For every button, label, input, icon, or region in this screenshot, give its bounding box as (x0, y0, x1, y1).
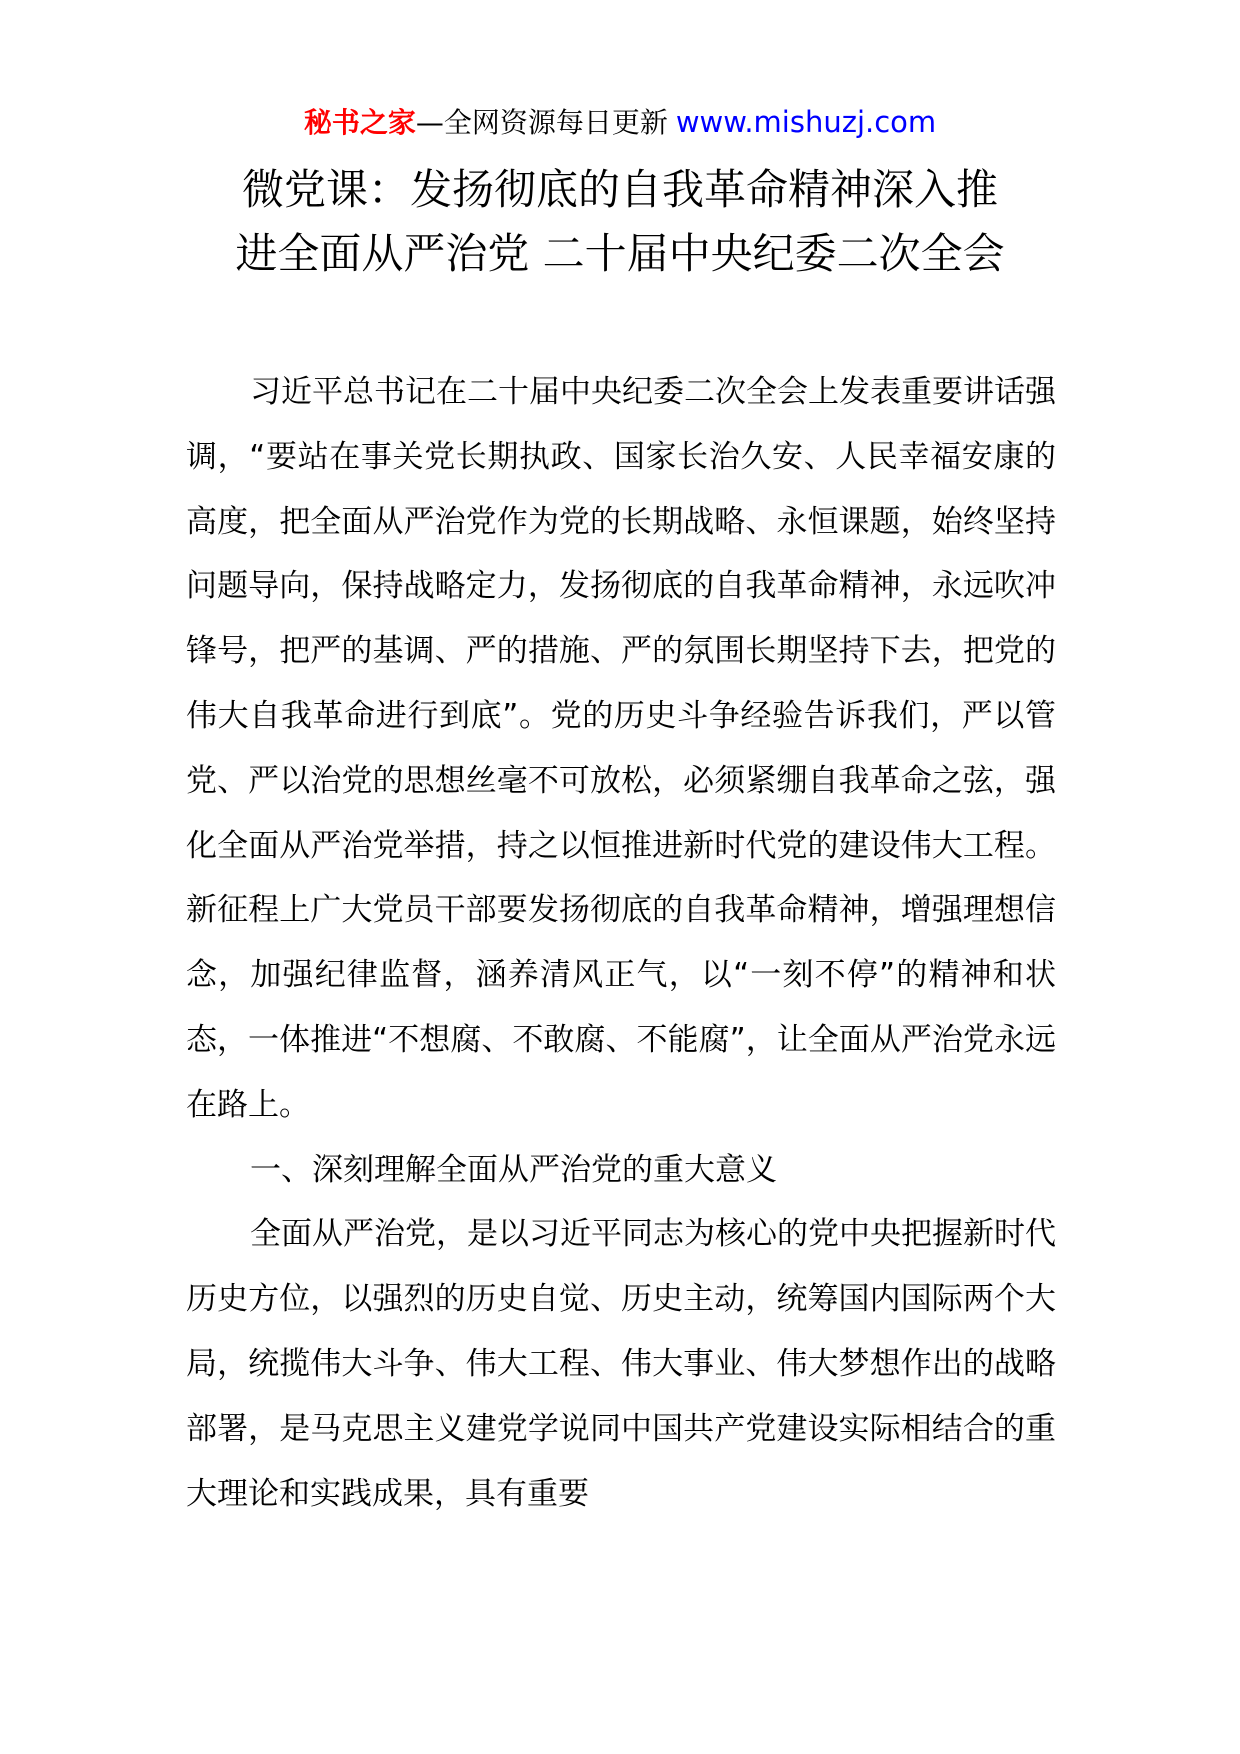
section-heading-1: 一、深刻理解全面从严治党的重大意义 (250, 1151, 777, 1188)
document-body (186, 360, 1056, 1526)
title-line-2: 进全面从严治党 二十届中央纪委二次全会 (235, 229, 1005, 278)
title-line-1: 微党课：发扬彻底的自我革命精神深入推 (241, 165, 998, 214)
site-link[interactable]: www.mishuzj.com (675, 105, 937, 139)
header-slogan: —全网资源每日更新 (415, 106, 668, 139)
paragraph-section-1: 全面从严治党，是以习近平同志为核心的党中央把握新时代历史方位，以强烈的历史自觉、历史主动，统筹国内国际两个大局，统揽伟大斗争、伟大工程、伟大事业、伟大梦想作出的战略部署，是马克思主义建党学说同中国共产党建设实际相结合的重大理论和实践成果，具有重要 (186, 1216, 1056, 1512)
site-header (0, 100, 1240, 145)
paragraph-intro: 习近平总书记在二十届中央纪委二次全会上发表重要讲话强调，“要站在事关党长期执政、国家长治久安、人民幸福安康的高度，把全面从严治党作为党的长期战略、永恒课题，始终坚持问题导向，保持战略定力，发扬彻底的自我革命精神，永远吹冲锋号，把严的基调、严的措施、严的氛围长期坚持下去，把党的伟大自我革命进行到底”。党的历史斗争经验告诉我们，严以管党、严以治党的思想丝毫不可放松，必须紧绷自我革命之弦，强化全面从严治党举措，持之以恒推进新时代党的建设伟大工程。新征程上广大党员干部要发扬彻底的自我革命精神，增强理想信念，加强纪律监督，涵养清风正气，以“一刻不停”的精神和状态，一体推进“不想腐、不敢腐、不能腐”，让全面从严治党永远在路上。 (186, 374, 1056, 1123)
brand-name: 秘书之家 (303, 106, 416, 139)
document-title (150, 158, 1090, 286)
